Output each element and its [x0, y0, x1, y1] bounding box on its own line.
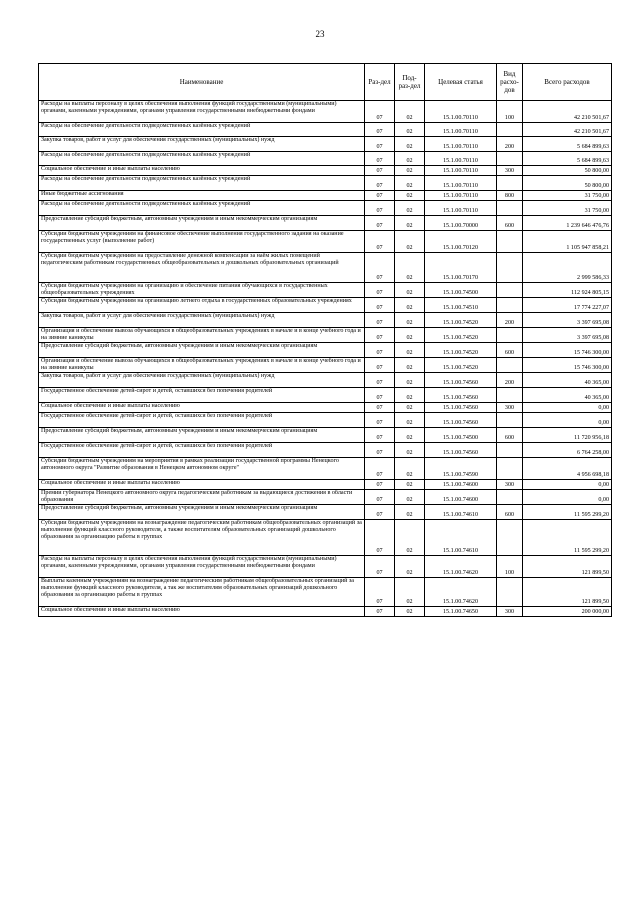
row-section: 07: [365, 556, 395, 578]
row-subsection: 02: [395, 201, 425, 216]
row-target: 15.1.00.74560: [425, 403, 497, 413]
row-subsection: 02: [395, 298, 425, 313]
row-section: 07: [365, 607, 395, 617]
row-section: 07: [365, 403, 395, 413]
row-target: 15.1.00.74520: [425, 343, 497, 358]
row-name: Расходы на выплаты персоналу в целях обеспечения выполнения функций государственными (муниципальными) органами, казенными учреждениями, органами управления государственными внебюджетными фондами: [39, 101, 365, 123]
row-section: 07: [365, 490, 395, 505]
row-target: 15.1.00.74560: [425, 373, 497, 388]
row-amount: 31 750,00: [523, 191, 612, 201]
row-target: 15.1.00.74590: [425, 458, 497, 480]
row-name: Премии губернатора Ненецкого автономного округа педагогическим работникам за выдающиеся достижения в области образования: [39, 490, 365, 505]
row-amount: 5 684 899,63: [523, 152, 612, 166]
row-target: 15.1.00.70120: [425, 231, 497, 253]
row-name: Государственное обеспечение детей-сирот и детей, оставшихся без попечения родителей: [39, 413, 365, 428]
row-amount: 2 999 586,33: [523, 253, 612, 283]
row-target: 15.1.00.74500: [425, 283, 497, 298]
row-type: [497, 413, 523, 428]
row-target: 15.1.00.70110: [425, 166, 497, 176]
row-name: Закупка товаров, работ и услуг для обеспечения государственных (муниципальных) нужд: [39, 373, 365, 388]
row-type: [497, 123, 523, 137]
row-type: [497, 578, 523, 607]
row-subsection: 02: [395, 413, 425, 428]
row-subsection: 02: [395, 283, 425, 298]
row-target: 15.1.00.74560: [425, 388, 497, 403]
row-amount: 200 000,00: [523, 607, 612, 617]
row-amount: 0,00: [523, 403, 612, 413]
row-name: Расходы на обеспечение деятельности подведомственных казённых учреждений: [39, 201, 365, 216]
row-subsection: 02: [395, 373, 425, 388]
table-row: [39, 578, 612, 607]
table-row: [39, 556, 612, 578]
row-amount: 15 746 300,00: [523, 343, 612, 358]
row-amount: 11 595 299,20: [523, 505, 612, 520]
header-subsection: Под-раз-дел: [395, 64, 425, 101]
row-name: Организация и обеспечение вывоза обучающихся в общеобразовательных учреждениях в начале и в конце учебного года и на зимние каникулы: [39, 358, 365, 373]
row-name: Предоставление субсидий бюджетным, автономным учреждениям и иным некоммерческим организациям: [39, 505, 365, 520]
row-section: 07: [365, 298, 395, 313]
row-type: 100: [497, 556, 523, 578]
row-section: 07: [365, 191, 395, 201]
table-row: [39, 388, 612, 403]
table-row: [39, 328, 612, 343]
table-header-row: [39, 64, 612, 101]
row-type: [497, 388, 523, 403]
header-target: Целевая статья: [425, 64, 497, 101]
row-subsection: 02: [395, 123, 425, 137]
row-subsection: 02: [395, 403, 425, 413]
table-row: [39, 373, 612, 388]
row-type: 200: [497, 137, 523, 152]
row-type: [497, 201, 523, 216]
row-target: 15.1.00.70110: [425, 191, 497, 201]
row-section: 07: [365, 358, 395, 373]
table-row: [39, 283, 612, 298]
row-section: 07: [365, 201, 395, 216]
table-row: [39, 137, 612, 152]
row-subsection: 02: [395, 578, 425, 607]
header-type: Вид расхо-дов: [497, 64, 523, 101]
row-type: [497, 490, 523, 505]
row-target: 15.1.00.70000: [425, 216, 497, 231]
row-type: 300: [497, 607, 523, 617]
row-subsection: 02: [395, 480, 425, 490]
row-section: 07: [365, 253, 395, 283]
row-amount: 42 210 501,67: [523, 101, 612, 123]
row-amount: 121 899,50: [523, 556, 612, 578]
header-section: Раз-дел: [365, 64, 395, 101]
row-type: [497, 253, 523, 283]
row-name: Расходы на обеспечение деятельности подведомственных казённых учреждений: [39, 176, 365, 191]
row-section: 07: [365, 578, 395, 607]
row-name: Расходы на обеспечение деятельности подведомственных казённых учреждений: [39, 123, 365, 137]
row-subsection: 02: [395, 166, 425, 176]
row-section: 07: [365, 428, 395, 443]
table-row: [39, 343, 612, 358]
row-target: 15.1.00.70110: [425, 201, 497, 216]
row-subsection: 02: [395, 520, 425, 556]
table-row: [39, 490, 612, 505]
row-section: 07: [365, 413, 395, 428]
row-amount: 31 750,00: [523, 201, 612, 216]
row-amount: 40 365,00: [523, 373, 612, 388]
table-row: [39, 505, 612, 520]
row-name: Расходы на выплаты персоналу в целях обеспечения выполнения функций государственными (муниципальными) органами, казенными учреждениями, органами управления государственными внебюджетными фондами: [39, 556, 365, 578]
row-section: 07: [365, 283, 395, 298]
row-section: 07: [365, 480, 395, 490]
table-row: [39, 358, 612, 373]
row-name: Социальное обеспечение и иные выплаты населению: [39, 607, 365, 617]
row-amount: 3 397 695,08: [523, 328, 612, 343]
row-amount: 0,00: [523, 413, 612, 428]
row-name: Выплаты казенным учреждениям на вознаграждение педагогическим работникам общеобразовательных организаций за выполнение функций классного руководителя, а так же воспитателям образовательных организаций дошкольного образования за организацию работы в группах: [39, 578, 365, 607]
row-type: 600: [497, 505, 523, 520]
row-name: Иные бюджетные ассигнования: [39, 191, 365, 201]
table-body: [39, 101, 612, 617]
table-row: [39, 176, 612, 191]
row-type: 300: [497, 480, 523, 490]
table-row: [39, 216, 612, 231]
row-target: 15.1.00.74620: [425, 578, 497, 607]
row-target: 15.1.00.74600: [425, 480, 497, 490]
row-type: [497, 328, 523, 343]
row-subsection: 02: [395, 358, 425, 373]
row-target: 15.1.00.70110: [425, 152, 497, 166]
row-section: 07: [365, 328, 395, 343]
row-section: 07: [365, 216, 395, 231]
row-amount: 121 899,50: [523, 578, 612, 607]
row-amount: 0,00: [523, 480, 612, 490]
row-name: Социальное обеспечение и иные выплаты населению: [39, 480, 365, 490]
row-target: 15.1.00.70110: [425, 137, 497, 152]
row-name: Социальное обеспечение и иные выплаты населению: [39, 166, 365, 176]
row-section: 07: [365, 101, 395, 123]
row-section: 07: [365, 176, 395, 191]
row-amount: 0,00: [523, 490, 612, 505]
row-name: Предоставление субсидий бюджетным, автономным учреждениям и иным некоммерческим организациям: [39, 343, 365, 358]
row-type: 600: [497, 343, 523, 358]
table-row: [39, 101, 612, 123]
row-amount: 50 800,00: [523, 166, 612, 176]
table-row: [39, 201, 612, 216]
row-subsection: 02: [395, 443, 425, 458]
row-amount: 42 210 501,67: [523, 123, 612, 137]
row-type: 600: [497, 428, 523, 443]
row-type: 300: [497, 403, 523, 413]
row-name: Закупка товаров, работ и услуг для обеспечения государственных (муниципальных) нужд: [39, 313, 365, 328]
row-target: 15.1.00.74560: [425, 413, 497, 428]
table-row: [39, 231, 612, 253]
table-row: [39, 403, 612, 413]
row-name: Предоставление субсидий бюджетным, автономным учреждениям и иным некоммерческим организациям: [39, 216, 365, 231]
row-type: [497, 520, 523, 556]
row-target: 15.1.00.74610: [425, 505, 497, 520]
table-row: [39, 253, 612, 283]
row-subsection: 02: [395, 490, 425, 505]
row-subsection: 02: [395, 137, 425, 152]
row-target: 15.1.00.70110: [425, 176, 497, 191]
row-target: 15.1.00.74560: [425, 443, 497, 458]
table-row: [39, 443, 612, 458]
row-section: 07: [365, 137, 395, 152]
row-target: 15.1.00.74520: [425, 313, 497, 328]
row-section: 07: [365, 152, 395, 166]
row-type: 200: [497, 313, 523, 328]
row-subsection: 02: [395, 607, 425, 617]
row-amount: 112 924 805,15: [523, 283, 612, 298]
row-amount: 50 800,00: [523, 176, 612, 191]
row-target: 15.1.00.74620: [425, 556, 497, 578]
row-name: Социальное обеспечение и иные выплаты населению: [39, 403, 365, 413]
row-type: 100: [497, 101, 523, 123]
table-row: [39, 520, 612, 556]
row-name: Субсидии бюджетным учреждениям на мероприятия в рамках реализации государственной программы Ненецкого автономного округа "Развитие образования в Ненецком автономном округе": [39, 458, 365, 480]
row-name: Субсидии бюджетным учреждениям на финансовое обеспечение выполнения государственного задания на оказание государственных услуг (выполнение работ): [39, 231, 365, 253]
row-subsection: 02: [395, 191, 425, 201]
table-row: [39, 413, 612, 428]
row-type: [497, 283, 523, 298]
row-subsection: 02: [395, 231, 425, 253]
row-name: Организация и обеспечение вывоза обучающихся в общеобразовательных учреждениях в начале и в конце учебного года и на зимние каникулы: [39, 328, 365, 343]
row-section: 07: [365, 443, 395, 458]
row-target: 15.1.00.70110: [425, 101, 497, 123]
table-row: [39, 152, 612, 166]
row-section: 07: [365, 313, 395, 328]
row-subsection: 02: [395, 505, 425, 520]
row-section: 07: [365, 458, 395, 480]
row-subsection: 02: [395, 388, 425, 403]
table-row: [39, 313, 612, 328]
row-name: Субсидии бюджетным учреждениям на предоставление денежной компенсации за наём жилых помещений педагогическим работникам государственных общеобразовательных и дошкольных образовательных организаций: [39, 253, 365, 283]
header-total: Всего расходов: [523, 64, 612, 101]
row-type: 800: [497, 191, 523, 201]
row-section: 07: [365, 388, 395, 403]
row-target: 15.1.00.74520: [425, 328, 497, 343]
row-amount: 3 397 695,08: [523, 313, 612, 328]
row-subsection: 02: [395, 428, 425, 443]
row-name: Закупка товаров, работ и услуг для обеспечения государственных (муниципальных) нужд: [39, 137, 365, 152]
row-type: [497, 298, 523, 313]
table-row: [39, 480, 612, 490]
row-target: 15.1.00.74610: [425, 520, 497, 556]
row-type: [497, 176, 523, 191]
row-target: 15.1.00.70110: [425, 123, 497, 137]
row-subsection: 02: [395, 328, 425, 343]
row-name: Государственное обеспечение детей-сирот и детей, оставшихся без попечения родителей: [39, 388, 365, 403]
table-row: [39, 607, 612, 617]
row-name: Субсидии бюджетным учреждениям на вознаграждение педагогическим работникам общеобразовательных организаций за выполнение функций классного руководителя, а также воспитателям образовательных организаций дошкольного образования за организацию работы в группах: [39, 520, 365, 556]
row-type: [497, 443, 523, 458]
row-amount: 6 764 258,00: [523, 443, 612, 458]
row-section: 07: [365, 520, 395, 556]
row-amount: 1 239 646 476,76: [523, 216, 612, 231]
row-amount: 15 746 300,00: [523, 358, 612, 373]
page-number: 23: [315, 29, 325, 39]
row-type: 200: [497, 373, 523, 388]
row-subsection: 02: [395, 458, 425, 480]
table-row: [39, 123, 612, 137]
row-section: 07: [365, 505, 395, 520]
row-type: [497, 231, 523, 253]
row-section: 07: [365, 166, 395, 176]
row-name: Субсидии бюджетным учреждениям на организацию летнего отдыха в государственных образовательных учреждениях: [39, 298, 365, 313]
row-name: Предоставление субсидий бюджетным, автономным учреждениям и иным некоммерческим организациям: [39, 428, 365, 443]
row-section: 07: [365, 343, 395, 358]
row-amount: 4 956 698,18: [523, 458, 612, 480]
row-target: 15.1.00.74510: [425, 298, 497, 313]
row-subsection: 02: [395, 253, 425, 283]
row-section: 07: [365, 231, 395, 253]
table-row: [39, 428, 612, 443]
row-target: 15.1.00.74500: [425, 428, 497, 443]
row-amount: 40 365,00: [523, 388, 612, 403]
row-subsection: 02: [395, 101, 425, 123]
row-target: 15.1.00.70170: [425, 253, 497, 283]
table-row: [39, 458, 612, 480]
row-target: 15.1.00.74650: [425, 607, 497, 617]
row-type: 300: [497, 166, 523, 176]
row-subsection: 02: [395, 152, 425, 166]
row-target: 15.1.00.74520: [425, 358, 497, 373]
row-subsection: 02: [395, 216, 425, 231]
table-row: [39, 298, 612, 313]
table-row: [39, 166, 612, 176]
header-name: Наименование: [39, 64, 365, 101]
row-name: Субсидии бюджетным учреждениям на организацию и обеспечение питания обучающихся в государственных общеобразовательных учреждениях: [39, 283, 365, 298]
row-type: [497, 152, 523, 166]
row-amount: 5 684 899,63: [523, 137, 612, 152]
row-type: [497, 458, 523, 480]
row-name: Расходы на обеспечение деятельности подведомственных казённых учреждений: [39, 152, 365, 166]
row-subsection: 02: [395, 176, 425, 191]
row-type: 600: [497, 216, 523, 231]
row-subsection: 02: [395, 343, 425, 358]
row-amount: 1 105 947 858,21: [523, 231, 612, 253]
row-target: 15.1.00.74600: [425, 490, 497, 505]
row-section: 07: [365, 373, 395, 388]
budget-table: [38, 63, 612, 617]
row-section: 07: [365, 123, 395, 137]
row-type: [497, 358, 523, 373]
row-amount: 17 774 227,07: [523, 298, 612, 313]
row-subsection: 02: [395, 556, 425, 578]
row-amount: 11 720 956,18: [523, 428, 612, 443]
row-amount: 11 595 299,20: [523, 520, 612, 556]
table-row: [39, 191, 612, 201]
row-name: Государственное обеспечение детей-сирот и детей, оставшихся без попечения родителей: [39, 443, 365, 458]
row-subsection: 02: [395, 313, 425, 328]
